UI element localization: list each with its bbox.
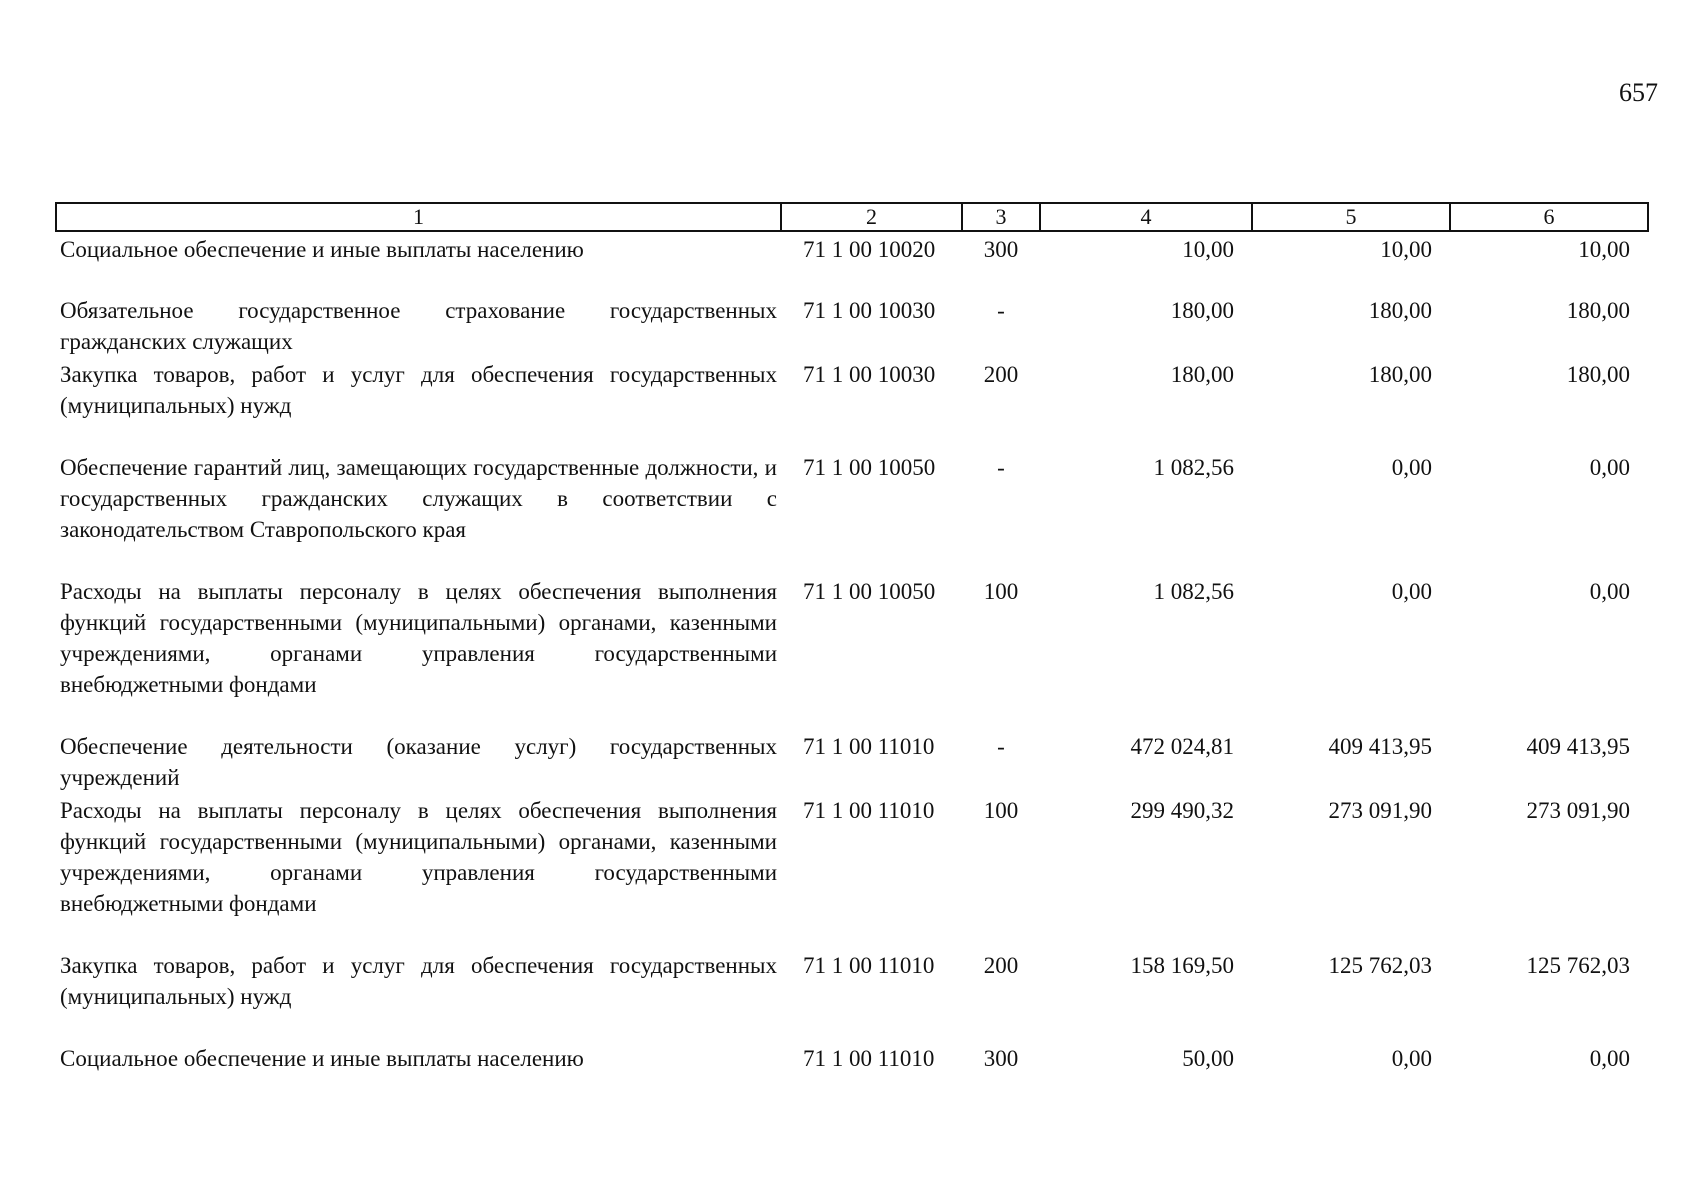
row-value-4: 10,00: [1182, 237, 1234, 262]
table-row: [56, 450, 1648, 574]
row-value-6: 10,00: [1578, 237, 1630, 262]
header-col-2: 2: [781, 203, 962, 231]
row-expense-type: 200: [983, 362, 1019, 387]
table-row: [56, 1041, 1648, 1081]
row-value-6: 409 413,95: [1526, 734, 1630, 759]
row-name: Закупка товаров, работ и услуг для обеспечения государственных (муниципальных) нужд: [60, 362, 777, 418]
row-expense-type: 300: [983, 237, 1019, 262]
row-name: Обязательное государственное страхование государственных гражданских служащих: [60, 298, 777, 354]
row-value-5: 0,00: [1391, 579, 1432, 604]
row-expense-type: 300: [983, 1046, 1019, 1071]
row-expense-type: 100: [983, 798, 1019, 823]
row-value-6: 0,00: [1589, 579, 1630, 604]
row-value-6: 0,00: [1589, 1046, 1630, 1071]
row-code: 71 1 00 11010: [803, 798, 935, 823]
table-row: [56, 729, 1648, 793]
row-code: 71 1 00 10050: [803, 455, 936, 480]
row-value-6: 0,00: [1589, 455, 1630, 480]
row-value-6: 180,00: [1566, 298, 1630, 323]
row-name: Обеспечение гарантий лиц, замещающих государственные должности, и государственных гражданских служащих в соответствии с законодательством Ставропольского края: [60, 455, 777, 542]
row-expense-type: 200: [983, 953, 1019, 978]
row-expense-type: 100: [983, 579, 1019, 604]
row-code: 71 1 00 10050: [803, 579, 936, 604]
row-expense-type: -: [997, 298, 1005, 323]
budget-table: [55, 202, 1649, 1081]
row-code: 71 1 00 11010: [803, 953, 935, 978]
table-row: [56, 293, 1648, 357]
table-header: [56, 203, 1648, 231]
row-value-4: 1 082,56: [1153, 455, 1234, 480]
row-value-5: 180,00: [1368, 362, 1432, 387]
row-value-4: 158 169,50: [1130, 953, 1234, 978]
row-name: Расходы на выплаты персоналу в целях обеспечения выполнения функций государственными (муниципальными) органами, казенными учреждениями, органами управления государственными внебюджетными фондами: [60, 579, 777, 697]
row-value-6: 273 091,90: [1526, 798, 1630, 823]
row-code: 71 1 00 11010: [803, 1046, 935, 1071]
row-value-5: 0,00: [1391, 455, 1432, 480]
row-value-4: 299 490,32: [1130, 798, 1234, 823]
row-code: 71 1 00 11010: [803, 734, 935, 759]
row-code: 71 1 00 10030: [803, 362, 936, 387]
row-name: Закупка товаров, работ и услуг для обеспечения государственных (муниципальных) нужд: [60, 953, 777, 1009]
row-value-5: 0,00: [1391, 1046, 1432, 1071]
row-value-5: 409 413,95: [1328, 734, 1432, 759]
row-value-5: 273 091,90: [1328, 798, 1432, 823]
row-name: Расходы на выплаты персоналу в целях обеспечения выполнения функций государственными (муниципальными) органами, казенными учреждениями, органами управления государственными внебюджетными фондами: [60, 798, 777, 916]
header-col-5: 5: [1252, 203, 1450, 231]
row-name: Обеспечение деятельности (оказание услуг) государственных учреждений: [60, 734, 777, 790]
row-value-4: 180,00: [1170, 362, 1234, 387]
row-value-4: 180,00: [1170, 298, 1234, 323]
row-code: 71 1 00 10020: [803, 237, 936, 262]
table-body: [56, 231, 1648, 1081]
row-name: Социальное обеспечение и иные выплаты населению: [60, 1046, 584, 1071]
row-value-4: 50,00: [1182, 1046, 1234, 1071]
header-col-3: 3: [962, 203, 1040, 231]
row-value-6: 180,00: [1566, 362, 1630, 387]
row-code: 71 1 00 10030: [803, 298, 936, 323]
row-expense-type: -: [997, 734, 1005, 759]
table-row: [56, 793, 1648, 948]
row-expense-type: -: [997, 455, 1005, 480]
table-row: [56, 231, 1648, 293]
table-row: [56, 948, 1648, 1041]
row-value-5: 125 762,03: [1328, 953, 1432, 978]
row-value-4: 472 024,81: [1130, 734, 1234, 759]
page-number: 657: [1619, 78, 1658, 107]
row-value-5: 180,00: [1368, 298, 1432, 323]
header-col-4: 4: [1040, 203, 1252, 231]
row-value-4: 1 082,56: [1153, 579, 1234, 604]
row-value-6: 125 762,03: [1526, 953, 1630, 978]
header-col-1: 1: [56, 203, 781, 231]
table-row: [56, 574, 1648, 729]
table-row: [56, 357, 1648, 450]
header-col-6: 6: [1450, 203, 1648, 231]
row-value-5: 10,00: [1380, 237, 1432, 262]
row-name: Социальное обеспечение и иные выплаты населению: [60, 237, 584, 262]
